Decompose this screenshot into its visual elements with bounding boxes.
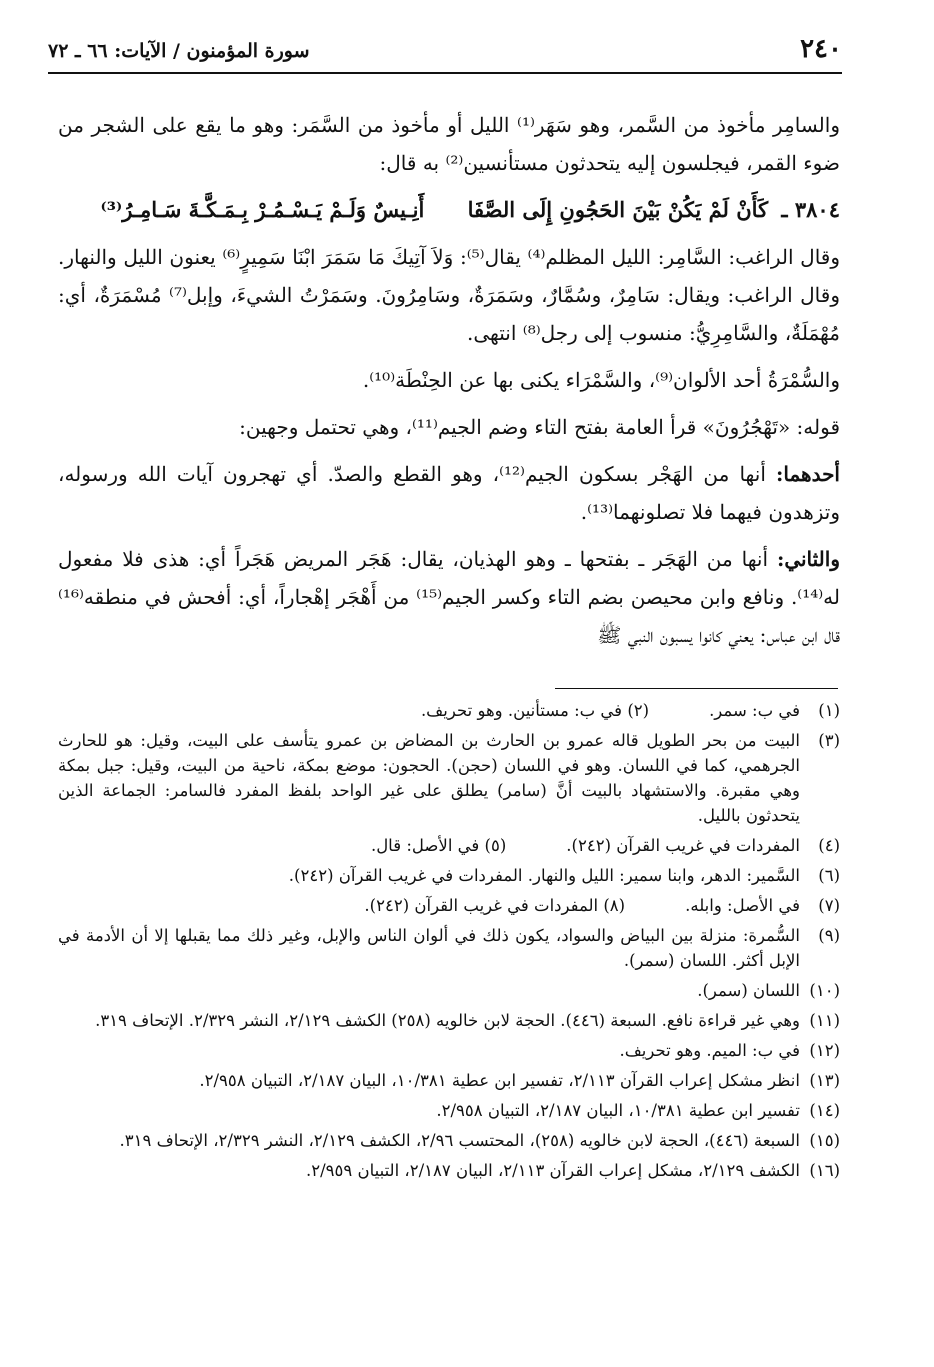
footnote-number: (٦) (818, 866, 840, 885)
footnote (58, 893, 840, 918)
verse-first-hemistich: كَأَنْ لَمْ يَكُنْ بَيْنَ الحَجُونِ إِلَى الصَّفَا (467, 197, 769, 222)
footnote-number: (٤) (818, 836, 840, 855)
footnote (58, 698, 840, 723)
paragraph: قوله: «تَهْجُرُونَ» قرأ العامة بفتح التاء وضم الجيم⁽¹¹⁾، وهي تحتمل وجهين: (239, 415, 840, 439)
footnote-second (364, 896, 625, 915)
footnote (58, 863, 840, 888)
footnote (58, 1038, 840, 1063)
footnote-number: (١٦) (809, 1161, 840, 1180)
footnote-text-part: في ب: مستأنين. وهو تحريف. (420, 701, 623, 720)
footnote-number: (٧) (818, 896, 840, 915)
verse-second-hemistich: أَنِـيسٌ وَلَـمْ يَـسْـمُـرْ بِـمَـكَّـةَ سَـامِـرُ⁽³⁾ (100, 197, 425, 222)
footnote-second (371, 836, 506, 855)
footnote-text: انظر مشكل إعراب القرآن ٢/١١٣، تفسير ابن عطية ١٠/٣٨١، البيان ٢/١٨٧، التبيان ٢/٩٥٨. (199, 1071, 800, 1090)
paragraph (58, 455, 840, 531)
footnote-number: (٥) (484, 836, 507, 855)
paragraph-lead: والثاني: (776, 547, 840, 571)
footnotes (58, 698, 840, 1188)
footnote-number: (١٠) (809, 981, 840, 1000)
footnote-number: (١) (818, 701, 840, 720)
footnote-text-part: في ب: سمر. (709, 701, 800, 720)
footnote-number: (٩) (818, 926, 840, 945)
paragraph-text: أنها من الهَجْر بسكون الجيم⁽¹²⁾، وهو القطع والصدّ. أي تهجرون آيات الله ورسوله، وتزهدون فيهما فلا تصلونهما⁽¹³⁾. (58, 462, 840, 524)
footnote (58, 1068, 840, 1093)
footnote (58, 1128, 840, 1153)
footnote-text: البيت من بحر الطويل قاله عمرو بن الحارث بن المضاض بن عمرو يتأسف على البيت، وقيل: هو للحارث الجرهمي، كما في اللسان. وهو في اللسان (حجن). الحجون: موضع بمكة، ناحية من البيت، وقيل: جبل بمكة وهي مقبرة. والاستشهاد بالبيت أنَّ (سامر) يطلق على غير الواحد بلفظ المفرد فالسامر: الجماعة الذين يتحدثون بالليل. (58, 731, 800, 825)
footnote (58, 978, 840, 1003)
footnote-text: اللسان (سمر). (697, 981, 800, 1000)
paragraph: والسُّمْرَةُ أحد الألوان⁽⁹⁾، والسَّمْرَاء يكنى بها عن الحِنْطَة⁽¹⁰⁾. (362, 368, 840, 392)
paragraph (58, 540, 840, 654)
footnote-number: (١٥) (809, 1131, 840, 1150)
footnote (58, 923, 840, 973)
running-title: سورة المؤمنون / الآيات: ٦٦ ـ ٧٢ (48, 40, 310, 62)
footnote-number: (١١) (809, 1011, 840, 1030)
footnote-number: (٣) (818, 731, 840, 750)
footnote-text: السبعة (٤٤٦)، الحجة لابن خالويه (٢٥٨)، المحتسب ٢/٩٦، الكشف ٢/١٢٩، النشر ٢/٣٢٩، الإتحاف ٣١٩. (119, 1131, 800, 1150)
poetry-verse (58, 191, 840, 229)
footnote-number: (٨) (603, 896, 626, 915)
footnote-number: (١٢) (809, 1041, 840, 1060)
footnote-number: (٢) (627, 701, 650, 720)
footnote-text: السُّمرة: منزلة بين البياض والسواد، يكون ذلك في ألوان الناس والإبل، وغير ذلك مما يقبلها إلا أن الأدمة في الإبل أكثر. اللسان (سمر). (58, 926, 800, 970)
footnote (58, 1158, 840, 1183)
footnote-number: (١٤) (809, 1101, 840, 1120)
footnote-text (58, 893, 800, 918)
page-number: ٢٤٠ (800, 34, 842, 64)
footnote-text-part: المفردات في غريب القرآن (٢٤٢). (566, 836, 800, 855)
main-text (58, 106, 840, 663)
footnote-text (58, 833, 800, 858)
footnote-separator (555, 688, 838, 689)
paragraph: وقال الراغب: السَّامِر: الليل المظلم⁽⁴⁾ يقال⁽⁵⁾: وَلاَ آتِيكَ مَا سَمَرَ ابْنَا سَمِيرٍ⁽⁶⁾ يعنون الليل والنهار. وقال الراغب: ويقال: سَامِرٌ، وسُمَّارٌ، وسَمَرَةٌ، وسَامِرُونَ. وسَمَرْتُ الشيءَ، وإبل⁽⁷⁾ مُسْمَرَةٌ، أي: مُهْمَلَةٌ، والسَّامِرِيُّ: منسوب إلى رجل⁽⁸⁾ انتهى. (58, 245, 841, 345)
footnote-text: تفسير ابن عطية ١٠/٣٨١، البيان ٢/١٨٧، التبيان ٢/٩٥٨. (436, 1101, 800, 1120)
footnote-text-part: المفردات في غريب القرآن (٢٤٢). (364, 896, 599, 915)
footnote-text (58, 698, 800, 723)
footnote-text: الكشف ٢/١٢٩، مشكل إعراب القرآن ٢/١١٣، البيان ٢/١٨٧، التبيان ٢/٩٥٩. (305, 1161, 800, 1180)
footnote-text-part: في الأصل: قال. (370, 836, 480, 855)
footnote-text: وهي غير قراءة نافع. السبعة (٤٤٦). الحجة لابن خالويه (٢٥٨) الكشف ٢/١٢٩، النشر ٢/٣٢٩. الإتحاف ٣١٩. (95, 1011, 800, 1030)
footnote-number: (١٣) (809, 1071, 840, 1090)
footnote (58, 833, 840, 858)
footnote-second (421, 701, 649, 720)
footnote-text-part: في الأصل: وابله. (685, 896, 800, 915)
paragraph: والسامِر مأخوذ من السَّمر، وهو سَهَر⁽¹⁾ الليل أو مأخوذ من السَّمَر: وهو ما يقع على الشجر من ضوء القمر، فيجلسون إليه يتحدثون مستأنسين⁽²⁾ به قال: (58, 113, 840, 175)
footnote (58, 1098, 840, 1123)
footnote-text: في ب: الميم. وهو تحريف. (619, 1041, 800, 1060)
footnote-text: السَّمير: الدهر، وابنا سمير: الليل والنهار. المفردات في غريب القرآن (٢٤٢). (288, 866, 800, 885)
verse-number: ٣٨٠٤ ـ (781, 197, 840, 222)
paragraph-lead: أحدهما: (775, 462, 840, 486)
page-header (48, 32, 842, 74)
footnote (58, 728, 840, 828)
footnote (58, 1008, 840, 1033)
paragraph-text: أنها من الهَجَر ـ بفتحها ـ وهو الهذيان، يقال: هَجَر المريض هَجَراً أي: هذى فلا مفعول له⁽¹⁴⁾. ونافع وابن محيصن بضم التاء وكسر الجيم⁽¹⁵⁾ من أَهْجَر إهْجاراً، أي: أفحش في منطقه⁽¹⁶⁾ قال ابن عباس: يعني كانوا يسبون النبي ﷺ (58, 547, 840, 647)
